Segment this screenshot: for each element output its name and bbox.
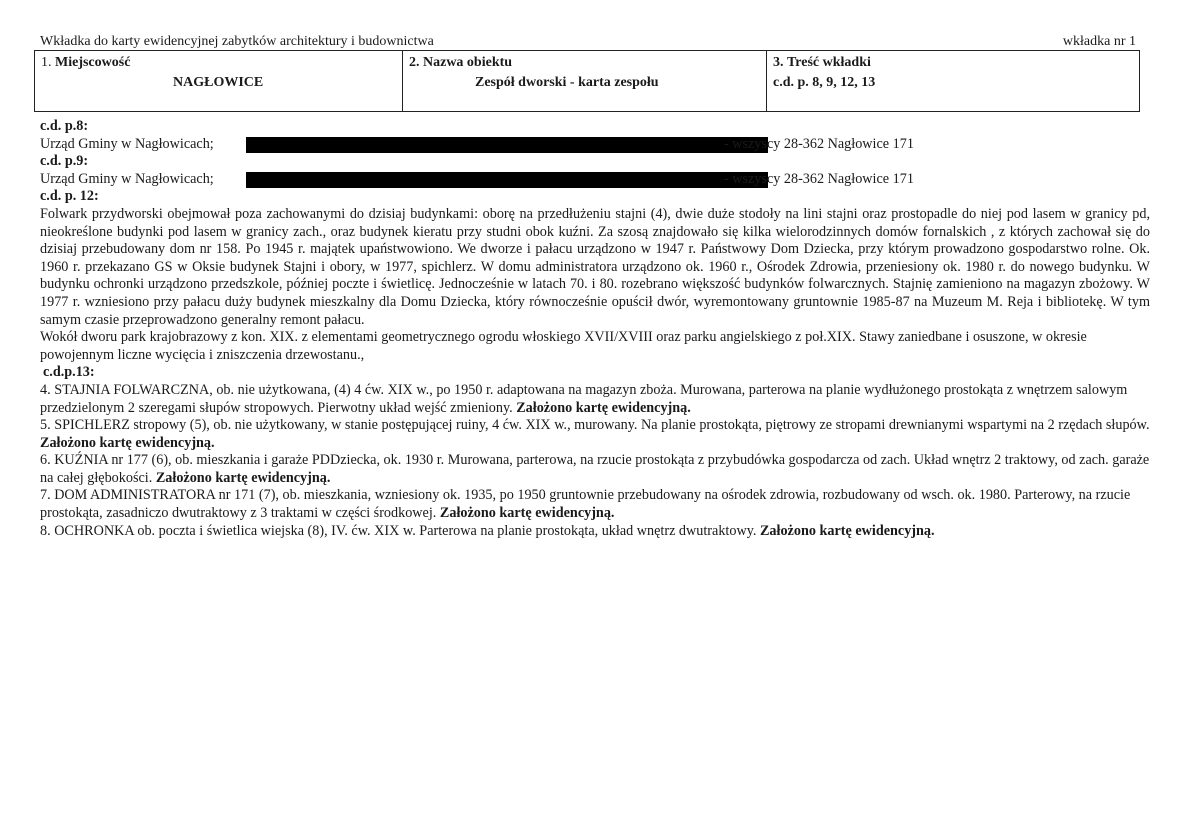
insert-title: Wkładka do karty ewidencyjnej zabytków architektury i budownictwa [40, 34, 434, 49]
section-p9-row [40, 171, 1150, 189]
redaction-bar [246, 137, 768, 153]
section-p13-header: c.d.p.13: [43, 364, 95, 381]
section-p12-paragraph-2: Wokół dworu park krajobrazowy z kon. XIX. z elementami geometrycznego ogrodu włoskiego XVII/XVIII oraz parku angielskiego z poł.XIX. Stawy zaniedbane i osuszone, w okresie powojennym liczne wycięcia i zniszczenia drzewostanu., [40, 329, 1087, 363]
object-name-label-num: 2. [409, 55, 420, 70]
header-cell-insert-content [767, 51, 1139, 111]
building-item-8 [40, 523, 1150, 541]
insert-content-label-num: 3. [773, 55, 784, 70]
building-item-4 [40, 382, 1150, 417]
p9-owner-text: Urząd Gminy w Nagłowicach; [40, 170, 214, 187]
header-cell-locality [35, 51, 403, 111]
section-p9-header: c.d. p.9: [40, 153, 89, 170]
section-p8-header: c.d. p.8: [40, 118, 89, 134]
redaction-bar [246, 172, 768, 188]
p8-address-text: - wszyscy 28-362 Nagłowice 171 [724, 135, 914, 152]
section-p12-header: c.d. p. 12: [40, 188, 99, 205]
building-item-6 [40, 452, 1150, 487]
object-name-label-text: Nazwa obiektu [423, 55, 513, 70]
building-item-6-text: 6. KUŹNIA nr 177 (6), ob. mieszkania i garaże PDDziecka, ok. 1930 r. Murowana, parterowa, na rzucie prostokąta z przybudówka gospodarcza od zach. Układ wnętrz 2 traktowy, od zach. garaże na całej głębokości. [40, 452, 1150, 486]
locality-label-num: 1. [41, 55, 52, 70]
building-item-7 [40, 487, 1150, 522]
card-established-note: Założono kartę ewidencyjną. [40, 434, 215, 451]
insert-content-value: c.d. p. 8, 9, 12, 13 [773, 75, 876, 90]
document-top-line [40, 34, 1142, 50]
locality-value: NAGŁOWICE [173, 75, 264, 90]
header-table [34, 50, 1140, 112]
building-item-5 [40, 417, 1150, 452]
insert-content-label-text: Treść wkładki [787, 55, 871, 70]
card-established-note: Założono kartę ewidencyjną. [759, 522, 935, 539]
header-cell-object-name [403, 51, 767, 111]
insert-number: wkładka nr 1 [1062, 34, 1136, 49]
building-item-8-text: 8. OCHRONKA ob. poczta i świetlica wiejska (8), IV. ćw. XIX w. Parterowa na planie prostokąta, układ wnętrz dwutraktowy. [40, 522, 757, 539]
p8-owner-text: Urząd Gminy w Nagłowicach; [40, 135, 214, 152]
card-established-note: Założono kartę ewidencyjną. [439, 505, 615, 522]
building-item-7-text: 7. DOM ADMINISTRATORA nr 171 (7), ob. mieszkania, wzniesiony ok. 1935, po 1950 gruntownie przebudowany na ośrodek zdrowia, rozbudowany od wsch. ok. 1980. Parterowy, na rzucie prostokąta, zasadniczo dwutraktowy z 3 traktami w części środkowej. [40, 487, 1131, 522]
document-body [40, 118, 1150, 540]
object-name-label [409, 55, 512, 71]
insert-content-label [773, 55, 871, 71]
locality-label-text: Miejscowość [55, 55, 131, 70]
p9-address-text: - wszyscy 28-362 Nagłowice 171 [724, 170, 914, 187]
object-name-value: Zespół dworski - karta zespołu [475, 75, 659, 90]
section-p8-row [40, 136, 1150, 154]
building-item-5-text: 5. SPICHLERZ stropowy (5), ob. nie użytkowany, w stanie postępującej ruiny, 4 ćw. XIX w., murowany. Na planie prostokąta, piętrowy ze stropami drewnianymi wspartymi na 2 rzędach słupów. [40, 417, 1150, 434]
building-item-4-text: 4. STAJNIA FOLWARCZNA, ob. nie użytkowana, (4) 4 ćw. XIX w., po 1950 r. adaptowana na magazyn zboża. Murowana, parterowa na planie wydłużonego prostokąta z wnętrzem salowym przedzielonym 2 szeregami słupów stropowych. Pierwotny układ wejść zmieniony. [40, 381, 1128, 416]
card-established-note: Założono kartę ewidencyjną. [516, 399, 691, 416]
card-established-note: Założono kartę ewidencyjną. [155, 469, 331, 486]
locality-label [41, 55, 130, 71]
section-p12-paragraph-1: Folwark przydworski obejmował poza zachowanymi do dzisiaj budynkami: oborę na przedłużeniu stajni (4), dwie duże stodoły na lini stajni oraz prostopadle do niej pod lasem w granicy pd, nieokreślone budynki pod lasem w granicy zach., oraz budynek kieratu przy studni obok kuźni. Za szosą znajdowało się kilka wielorodzinnych domów fornalskich , z których zachował się do dzisiaj przebudowany dom nr 158. Po 1945 r. majątek upaństwowiono. We dworze i pałacu urządzono w 1947 r. Państwowy Dom Dziecka, przy którym prowadzono gospodarstwo rolne. Ok. 1960 r. przekazano GS w Oksie budynek Stajni i obory, w 1977, spichlerz. W domu administratora urządzono ok. 1960 r., Ośrodek Zdrowia, przeniesiony ok. 1980 r. do nowego budynku. W budynku ochronki urządzono przedszkole, później poczte i świetlicę. Jednocześnie w latach 70. i 80. rozebrano większość budynków folwarcznych. Stajnię zamieniono na magazyn zbożowy. W 1977 r. wzniesiono przy pałacu duży budynek mieszkalny dla Domu Dziecka, który równocześnie opuścił dwór, wyremontowany gruntownie 1985-87 na Muzeum M. Reja i bibliotekę. W tym samym czasie przeprowadzono generalny remont pałacu. [40, 205, 1150, 328]
